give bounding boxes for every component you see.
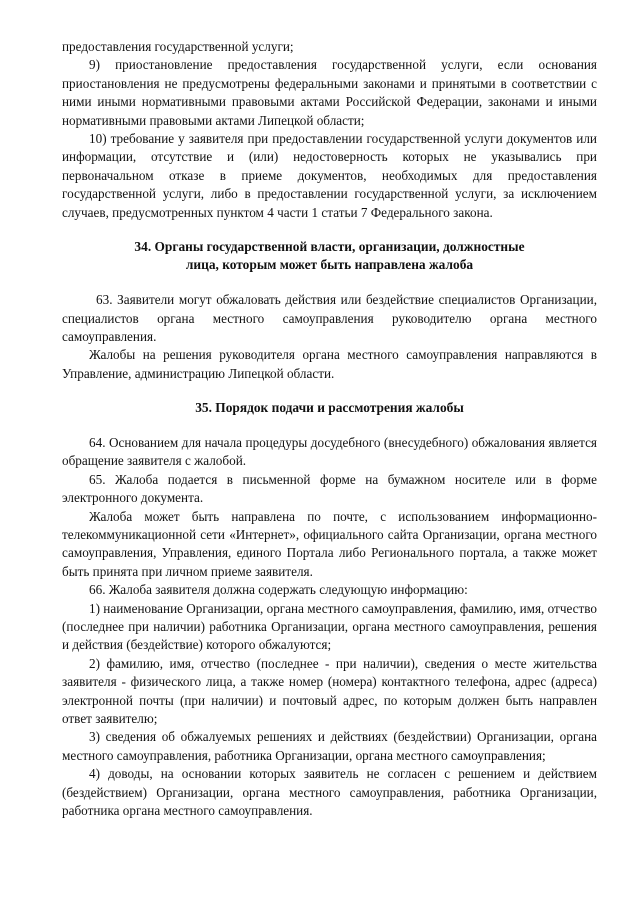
- paragraph-63: 63. Заявители могут обжаловать действия или бездействие специалистов Организации, специалистов органа местного самоуправления руководителю органа местного самоуправления.: [62, 292, 597, 345]
- paragraph-continuation: предоставления государственной услуги;: [62, 39, 294, 54]
- section-34-heading-line-2: лица, которым может быть направлена жалоба: [185, 256, 474, 272]
- section-34-heading: [62, 238, 597, 273]
- section-35-heading: [62, 399, 597, 417]
- paragraph-66-item-1: 1) наименование Организации, органа местного самоуправления, фамилию, имя, отчество (последнее при наличии) работника Организации, органа местного самоуправления, решения и действия (бездействие) которого обжалуются;: [62, 600, 597, 653]
- paragraph-66-item-2: 2) фамилию, имя, отчество (последнее - при наличии), сведения о месте жительства заявителя - физического лица, а также номер (номера) контактного телефона, адрес (адреса) электронной почты (при наличии) и почтовый адрес, по которым должен быть направлен ответ заявителю;: [62, 655, 597, 726]
- paragraph-item-10: 10) требование у заявителя при предоставлении государственной услуги документов или информации, отсутствие и (или) недостоверность которых не указывались при первоначальном отказе в приеме документов, необходимых для предоставления государственной услуги, либо в предоставлении государственной услуги, за исключением случаев, предусмотренных пунктом 4 части 1 статьи 7 Федерального закона.: [62, 131, 597, 220]
- paragraph-item-9: 9) приостановление предоставления государственной услуги, если основания приостановления не предусмотрены федеральными законами и принятыми в соответствии с ними иными нормативными правовыми актами Российской Федерации, законами и иными нормативными правовыми актами Липецкой области;: [62, 57, 597, 128]
- paragraph-66-item-3: 3) сведения об обжалуемых решениях и действиях (бездействии) Организации, органа местного самоуправления, работника Организации, органа местного самоуправления;: [62, 729, 597, 763]
- paragraph-66: 66. Жалоба заявителя должна содержать следующую информацию:: [89, 582, 468, 598]
- paragraph-65: 65. Жалоба подается в письменной форме на бумажном носителе или в форме электронного документа.: [62, 471, 597, 506]
- paragraph-66-item-4: 4) доводы, на основании которых заявитель не согласен с решением и действием (бездействием) Организации, органа местного самоуправления, работника Организации, работника органа местного самоуправления.: [62, 766, 597, 818]
- section-34-heading-line-1: 34. Органы государственной власти, организации, должностные: [134, 239, 525, 255]
- document-page: [62, 38, 597, 820]
- paragraph-64: 64. Основанием для начала процедуры досудебного (внесудебного) обжалования является обращение заявителя с жалобой.: [62, 434, 597, 469]
- paragraph-65-channels: Жалоба может быть направлена по почте, с использованием информационно-телекоммуникационной сети «Интернет», официального сайта Организации, органа местного самоуправления, Управления, единого Портала либо Регионального портала, а также может быть принята при личном приеме заявителя.: [62, 508, 597, 579]
- section-35-heading-line: 35. Порядок подачи и рассмотрения жалобы: [195, 400, 464, 416]
- paragraph-63-complaints: Жалобы на решения руководителя органа местного самоуправления направляются в Управление, администрацию Липецкой области.: [62, 347, 597, 381]
